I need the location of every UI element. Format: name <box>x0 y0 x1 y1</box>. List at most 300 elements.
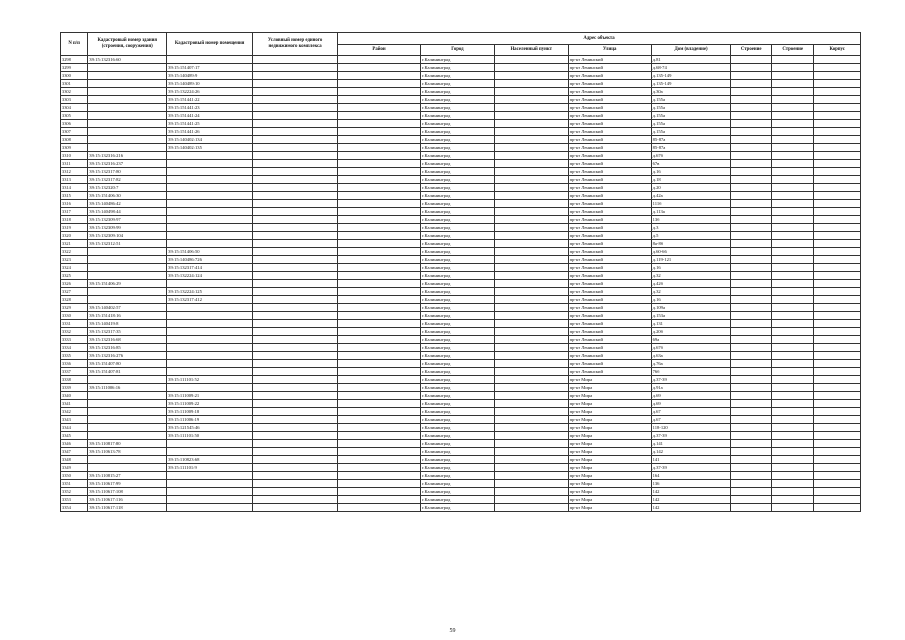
building-cell <box>731 144 771 152</box>
building-cadastral-cell: 39:15:132309:104 <box>88 232 167 240</box>
table-row <box>61 184 861 192</box>
table-row <box>61 216 861 224</box>
building-cadastral-cell: 39:15:132320:7 <box>88 184 167 192</box>
building-cell <box>731 184 771 192</box>
row-number-cell: 3310 <box>61 152 88 160</box>
complex-number-cell <box>253 168 338 176</box>
building-cell <box>731 176 771 184</box>
city-cell: г.Калининград <box>421 240 495 248</box>
settlement-cell <box>494 504 568 512</box>
table-row <box>61 368 861 376</box>
district-cell <box>338 56 421 64</box>
building-cell <box>731 440 771 448</box>
structure-cell <box>771 496 813 504</box>
house-cell: д.155а <box>651 96 731 104</box>
district-cell <box>338 152 421 160</box>
district-cell <box>338 344 421 352</box>
house-cell: д.91а <box>651 384 731 392</box>
house-cell: 142 <box>651 496 731 504</box>
table-row <box>61 448 861 456</box>
structure-cell <box>771 64 813 72</box>
korpus-cell <box>814 208 861 216</box>
building-cadastral-cell <box>88 288 167 296</box>
table-row <box>61 248 861 256</box>
house-cell: д.76а <box>651 360 731 368</box>
building-cell <box>731 208 771 216</box>
building-cadastral-cell: 39:15:132309:97 <box>88 216 167 224</box>
header-structure: Строение <box>771 45 813 56</box>
room-cadastral-cell <box>167 384 253 392</box>
building-cell <box>731 152 771 160</box>
complex-number-cell <box>253 200 338 208</box>
table-row <box>61 152 861 160</box>
settlement-cell <box>494 408 568 416</box>
header-room-cadastral: Кадастровый номер помещения <box>167 33 253 56</box>
structure-cell <box>771 432 813 440</box>
room-cadastral-cell: 39:15:132224:124 <box>167 272 253 280</box>
city-cell: г.Калининград <box>421 120 495 128</box>
row-number-cell: 3311 <box>61 160 88 168</box>
korpus-cell <box>814 232 861 240</box>
settlement-cell <box>494 176 568 184</box>
city-cell: г.Калининград <box>421 72 495 80</box>
house-cell: д.135-149 <box>651 72 731 80</box>
room-cadastral-cell: 39:15:151441:25 <box>167 120 253 128</box>
structure-cell <box>771 112 813 120</box>
city-cell: г.Калининград <box>421 432 495 440</box>
structure-cell <box>771 488 813 496</box>
settlement-cell <box>494 304 568 312</box>
district-cell <box>338 504 421 512</box>
street-cell: пр-кт Ленинский <box>568 168 651 176</box>
district-cell <box>338 184 421 192</box>
street-cell: пр-кт Ленинский <box>568 136 651 144</box>
complex-number-cell <box>253 432 338 440</box>
complex-number-cell <box>253 104 338 112</box>
building-cell <box>731 424 771 432</box>
korpus-cell <box>814 144 861 152</box>
room-cadastral-cell: 39:15:111006:19 <box>167 416 253 424</box>
building-cell <box>731 328 771 336</box>
settlement-cell <box>494 200 568 208</box>
room-cadastral-cell <box>167 504 253 512</box>
row-number-cell: 3332 <box>61 328 88 336</box>
street-cell: пр-кт Ленинский <box>568 184 651 192</box>
complex-number-cell <box>253 232 338 240</box>
district-cell <box>338 136 421 144</box>
building-cell <box>731 368 771 376</box>
room-cadastral-cell <box>167 440 253 448</box>
district-cell <box>338 416 421 424</box>
building-cadastral-cell: 39:15:151406:29 <box>88 280 167 288</box>
structure-cell <box>771 352 813 360</box>
room-cadastral-cell: 39:15:132224:26 <box>167 88 253 96</box>
settlement-cell <box>494 120 568 128</box>
structure-cell <box>771 144 813 152</box>
building-cadastral-cell <box>88 128 167 136</box>
complex-number-cell <box>253 336 338 344</box>
table-row <box>61 160 861 168</box>
street-cell: пр-кт Ленинский <box>568 304 651 312</box>
structure-cell <box>771 224 813 232</box>
building-cell <box>731 376 771 384</box>
structure-cell <box>771 304 813 312</box>
district-cell <box>338 256 421 264</box>
header-district: Район <box>338 45 421 56</box>
room-cadastral-cell: 39:15:132317:412 <box>167 296 253 304</box>
table-row <box>61 280 861 288</box>
settlement-cell <box>494 264 568 272</box>
korpus-cell <box>814 384 861 392</box>
room-cadastral-cell <box>167 168 253 176</box>
table-row <box>61 312 861 320</box>
house-cell: д.63а <box>651 352 731 360</box>
room-cadastral-cell: 39:15:151441:22 <box>167 96 253 104</box>
house-cell: д.68-74 <box>651 64 731 72</box>
table-row <box>61 144 861 152</box>
complex-number-cell <box>253 328 338 336</box>
row-number-cell: 3299 <box>61 64 88 72</box>
settlement-cell <box>494 216 568 224</box>
city-cell: г.Калининград <box>421 128 495 136</box>
building-cadastral-cell <box>88 376 167 384</box>
house-cell: 69а <box>651 336 731 344</box>
district-cell <box>338 72 421 80</box>
settlement-cell <box>494 344 568 352</box>
building-cadastral-cell: 39:15:132309:99 <box>88 224 167 232</box>
korpus-cell <box>814 496 861 504</box>
house-cell: д.142 <box>651 448 731 456</box>
korpus-cell <box>814 304 861 312</box>
korpus-cell <box>814 192 861 200</box>
building-cadastral-cell: 39:15:140498:44 <box>88 208 167 216</box>
district-cell <box>338 424 421 432</box>
complex-number-cell <box>253 488 338 496</box>
city-cell: г.Калининград <box>421 320 495 328</box>
settlement-cell <box>494 128 568 136</box>
district-cell <box>338 232 421 240</box>
korpus-cell <box>814 216 861 224</box>
room-cadastral-cell: 39:15:111009:21 <box>167 392 253 400</box>
street-cell: пр-кт Мира <box>568 376 651 384</box>
table-row <box>61 328 861 336</box>
room-cadastral-cell <box>167 496 253 504</box>
building-cadastral-cell <box>88 416 167 424</box>
building-cell <box>731 392 771 400</box>
street-cell: пр-кт Ленинский <box>568 200 651 208</box>
room-cadastral-cell <box>167 184 253 192</box>
city-cell: г.Калининград <box>421 344 495 352</box>
city-cell: г.Калининград <box>421 200 495 208</box>
row-number-cell: 3339 <box>61 384 88 392</box>
header-korpus: Корпус <box>814 45 861 56</box>
building-cadastral-cell: 39:15:140402:57 <box>88 304 167 312</box>
street-cell: пр-кт Мира <box>568 448 651 456</box>
table-row <box>61 496 861 504</box>
house-cell: д.60-66 <box>651 248 731 256</box>
korpus-cell <box>814 128 861 136</box>
house-cell: д.67 <box>651 416 731 424</box>
city-cell: г.Калининград <box>421 160 495 168</box>
header-city: Город <box>421 45 495 56</box>
room-cadastral-cell <box>167 336 253 344</box>
row-number-cell: 3338 <box>61 376 88 384</box>
street-cell: пр-кт Ленинский <box>568 120 651 128</box>
table-row <box>61 80 861 88</box>
city-cell: г.Калининград <box>421 280 495 288</box>
room-cadastral-cell: 39:15:140402:134 <box>167 136 253 144</box>
complex-number-cell <box>253 112 338 120</box>
structure-cell <box>771 272 813 280</box>
table-row <box>61 456 861 464</box>
building-cell <box>731 192 771 200</box>
house-cell: д.16 <box>651 264 731 272</box>
korpus-cell <box>814 392 861 400</box>
row-number-cell: 3325 <box>61 272 88 280</box>
street-cell: пр-кт Ленинский <box>568 128 651 136</box>
structure-cell <box>771 480 813 488</box>
complex-number-cell <box>253 400 338 408</box>
building-cell <box>731 296 771 304</box>
complex-number-cell <box>253 224 338 232</box>
street-cell: пр-кт Ленинский <box>568 344 651 352</box>
building-cadastral-cell: 39:15:132316:216 <box>88 152 167 160</box>
complex-number-cell <box>253 272 338 280</box>
district-cell <box>338 312 421 320</box>
building-cadastral-cell <box>88 424 167 432</box>
complex-number-cell <box>253 320 338 328</box>
district-cell <box>338 160 421 168</box>
street-cell: пр-кт Ленинский <box>568 288 651 296</box>
building-cell <box>731 320 771 328</box>
house-cell: д.119-121 <box>651 256 731 264</box>
building-cadastral-cell <box>88 88 167 96</box>
room-cadastral-cell <box>167 352 253 360</box>
structure-cell <box>771 208 813 216</box>
complex-number-cell <box>253 128 338 136</box>
district-cell <box>338 376 421 384</box>
table-row <box>61 336 861 344</box>
house-cell: д.32 <box>651 288 731 296</box>
room-cadastral-cell: 39:15:151407:17 <box>167 64 253 72</box>
korpus-cell <box>814 376 861 384</box>
table-row <box>61 440 861 448</box>
table-row <box>61 344 861 352</box>
table-row <box>61 360 861 368</box>
korpus-cell <box>814 240 861 248</box>
district-cell <box>338 128 421 136</box>
settlement-cell <box>494 72 568 80</box>
complex-number-cell <box>253 160 338 168</box>
korpus-cell <box>814 320 861 328</box>
street-cell: пр-кт Мира <box>568 384 651 392</box>
table-row <box>61 472 861 480</box>
house-cell: д.113а <box>651 208 731 216</box>
house-cell: д.37-39 <box>651 376 731 384</box>
city-cell: г.Калининград <box>421 208 495 216</box>
district-cell <box>338 176 421 184</box>
korpus-cell <box>814 336 861 344</box>
district-cell <box>338 216 421 224</box>
district-cell <box>338 80 421 88</box>
street-cell: пр-кт Ленинский <box>568 264 651 272</box>
house-cell: д.135-149 <box>651 80 731 88</box>
city-cell: г.Калининград <box>421 440 495 448</box>
city-cell: г.Калининград <box>421 400 495 408</box>
building-cell <box>731 504 771 512</box>
row-number-cell: 3324 <box>61 264 88 272</box>
building-cadastral-cell: 39:15:140486:42 <box>88 200 167 208</box>
settlement-cell <box>494 296 568 304</box>
building-cell <box>731 408 771 416</box>
street-cell: пр-кт Мира <box>568 400 651 408</box>
korpus-cell <box>814 104 861 112</box>
structure-cell <box>771 440 813 448</box>
korpus-cell <box>814 368 861 376</box>
street-cell: пр-кт Мира <box>568 432 651 440</box>
street-cell: пр-кт Ленинский <box>568 280 651 288</box>
structure-cell <box>771 200 813 208</box>
room-cadastral-cell: 39:15:151441:23 <box>167 104 253 112</box>
structure-cell <box>771 160 813 168</box>
table-row <box>61 232 861 240</box>
header-building-cadastral: Кадастровый номер здания (строения, сооружения) <box>88 33 167 56</box>
building-cadastral-cell <box>88 72 167 80</box>
table-row <box>61 64 861 72</box>
row-number-cell: 3351 <box>61 480 88 488</box>
row-number-cell: 3313 <box>61 176 88 184</box>
city-cell: г.Калининград <box>421 392 495 400</box>
building-cadastral-cell <box>88 112 167 120</box>
header-complex-number: Условный номер единого недвижимого комплекса <box>253 33 338 56</box>
settlement-cell <box>494 80 568 88</box>
table-row <box>61 376 861 384</box>
korpus-cell <box>814 152 861 160</box>
city-cell: г.Калининград <box>421 176 495 184</box>
city-cell: г.Калининград <box>421 416 495 424</box>
room-cadastral-cell: 39:15:111009:18 <box>167 408 253 416</box>
complex-number-cell <box>253 120 338 128</box>
structure-cell <box>771 152 813 160</box>
building-cadastral-cell: 39:15:111006:16 <box>88 384 167 392</box>
complex-number-cell <box>253 304 338 312</box>
building-cadastral-cell <box>88 464 167 472</box>
complex-number-cell <box>253 472 338 480</box>
street-cell: пр-кт Ленинский <box>568 272 651 280</box>
building-cadastral-cell <box>88 120 167 128</box>
street-cell: пр-кт Мира <box>568 456 651 464</box>
district-cell <box>338 472 421 480</box>
settlement-cell <box>494 240 568 248</box>
district-cell <box>338 328 421 336</box>
complex-number-cell <box>253 384 338 392</box>
building-cell <box>731 416 771 424</box>
building-cadastral-cell: 39:15:132317:82 <box>88 176 167 184</box>
street-cell: пр-кт Мира <box>568 464 651 472</box>
district-cell <box>338 280 421 288</box>
building-cadastral-cell <box>88 136 167 144</box>
row-number-cell: 3335 <box>61 352 88 360</box>
building-cell <box>731 352 771 360</box>
city-cell: г.Калининград <box>421 152 495 160</box>
city-cell: г.Калининград <box>421 264 495 272</box>
complex-number-cell <box>253 56 338 64</box>
settlement-cell <box>494 104 568 112</box>
street-cell: пр-кт Ленинский <box>568 112 651 120</box>
table-row <box>61 96 861 104</box>
settlement-cell <box>494 96 568 104</box>
building-cadastral-cell: 39:15:110617:118 <box>88 504 167 512</box>
building-cell <box>731 288 771 296</box>
room-cadastral-cell <box>167 304 253 312</box>
building-cell <box>731 448 771 456</box>
complex-number-cell <box>253 296 338 304</box>
city-cell: г.Калининград <box>421 80 495 88</box>
city-cell: г.Калининград <box>421 256 495 264</box>
structure-cell <box>771 96 813 104</box>
structure-cell <box>771 408 813 416</box>
building-cadastral-cell: 39:15:151407:81 <box>88 368 167 376</box>
table-row <box>61 384 861 392</box>
building-cell <box>731 136 771 144</box>
street-cell: пр-кт Ленинский <box>568 208 651 216</box>
table-row <box>61 400 861 408</box>
structure-cell <box>771 88 813 96</box>
complex-number-cell <box>253 504 338 512</box>
structure-cell <box>771 384 813 392</box>
structure-cell <box>771 504 813 512</box>
city-cell: г.Калининград <box>421 384 495 392</box>
district-cell <box>338 456 421 464</box>
room-cadastral-cell <box>167 160 253 168</box>
korpus-cell <box>814 88 861 96</box>
structure-cell <box>771 296 813 304</box>
table-row <box>61 192 861 200</box>
district-cell <box>338 392 421 400</box>
complex-number-cell <box>253 144 338 152</box>
building-cell <box>731 248 771 256</box>
building-cell <box>731 88 771 96</box>
building-cell <box>731 304 771 312</box>
row-number-cell: 3317 <box>61 208 88 216</box>
street-cell: пр-кт Мира <box>568 472 651 480</box>
structure-cell <box>771 336 813 344</box>
settlement-cell <box>494 480 568 488</box>
street-cell: пр-кт Мира <box>568 504 651 512</box>
table-row <box>61 256 861 264</box>
district-cell <box>338 240 421 248</box>
table-row <box>61 120 861 128</box>
structure-cell <box>771 312 813 320</box>
building-cadastral-cell <box>88 80 167 88</box>
house-cell: 85-87а <box>651 144 731 152</box>
house-cell: д.42б <box>651 280 731 288</box>
korpus-cell <box>814 312 861 320</box>
settlement-cell <box>494 160 568 168</box>
row-number-cell: 3334 <box>61 344 88 352</box>
table-row <box>61 424 861 432</box>
city-cell: г.Калининград <box>421 480 495 488</box>
district-cell <box>338 352 421 360</box>
complex-number-cell <box>253 248 338 256</box>
korpus-cell <box>814 248 861 256</box>
house-cell: д.20 <box>651 184 731 192</box>
complex-number-cell <box>253 352 338 360</box>
structure-cell <box>771 376 813 384</box>
house-cell: д.69 <box>651 400 731 408</box>
settlement-cell <box>494 224 568 232</box>
house-cell: д.69 <box>651 392 731 400</box>
